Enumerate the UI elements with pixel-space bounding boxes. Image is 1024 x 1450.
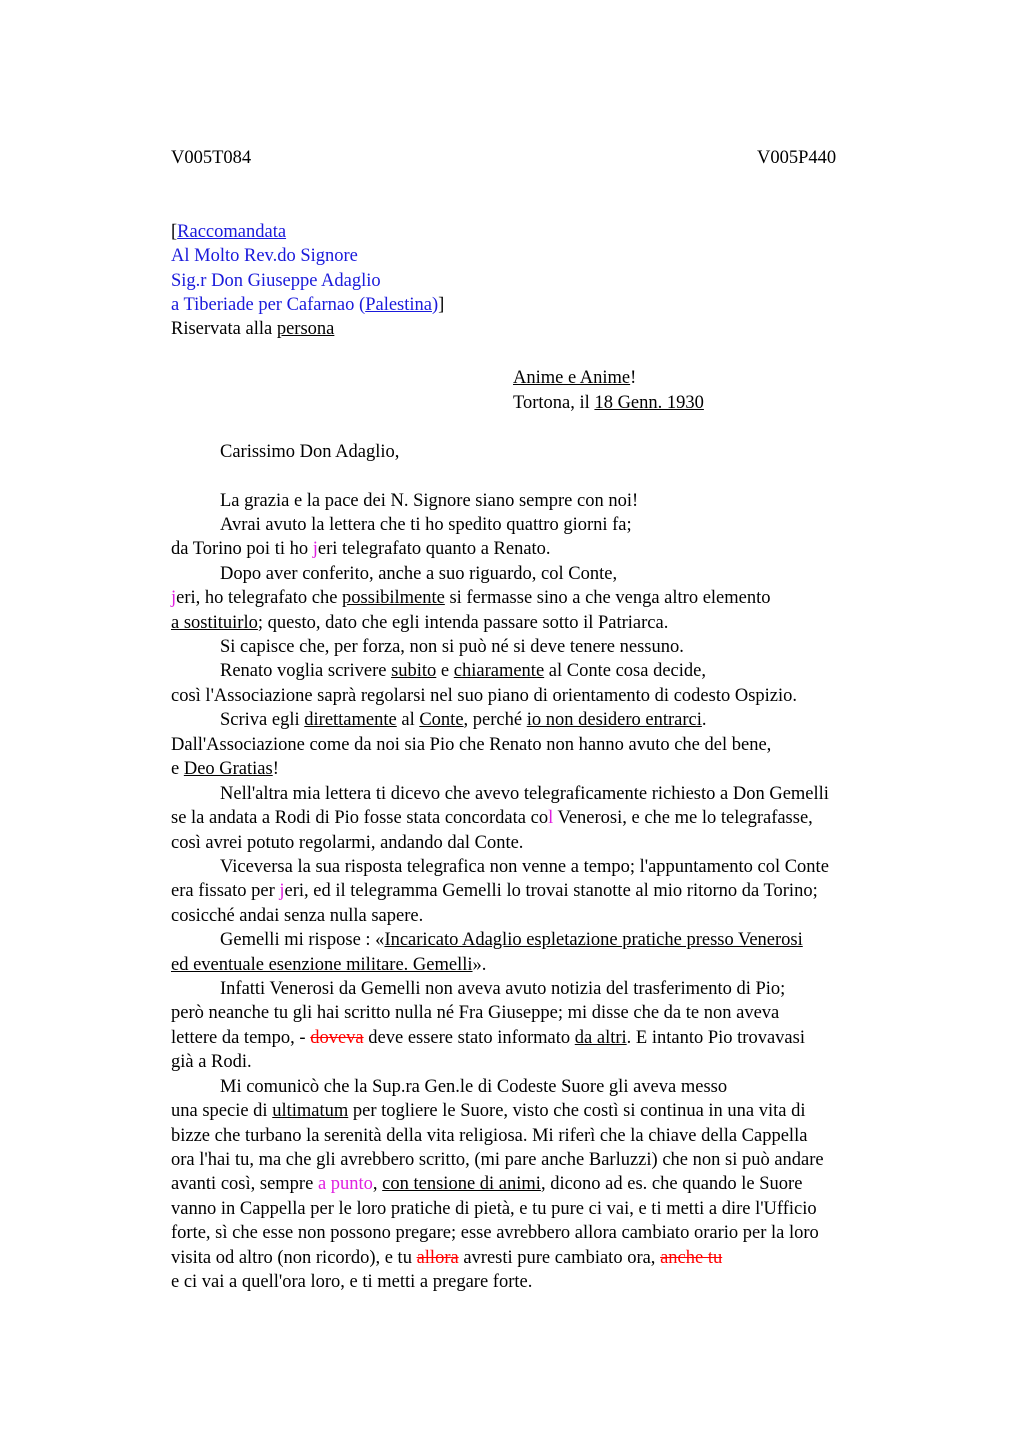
text-segment: Si capisce che, per forza, non si può né si deve tenere nessuno. bbox=[220, 637, 684, 657]
text-line bbox=[171, 245, 358, 267]
text-line bbox=[171, 587, 771, 609]
text-segment: , dicono ad es. che quando le Suore bbox=[540, 1174, 803, 1194]
text-segment: Al Molto Rev.do Signore bbox=[171, 246, 358, 266]
text-segment: Conte bbox=[419, 710, 464, 730]
text-line bbox=[171, 1198, 817, 1220]
text-segment: da altri bbox=[574, 1028, 627, 1048]
text-segment: eri telegrafato quanto a Renato. bbox=[317, 539, 551, 559]
text-line bbox=[171, 1173, 802, 1195]
text-line bbox=[220, 1076, 727, 1098]
text-segment: al Conte cosa decide, bbox=[544, 661, 706, 681]
text-segment: allora bbox=[416, 1248, 459, 1268]
text-segment: Infatti Venerosi da Gemelli non aveva avuto notizia del trasferimento di Pio; bbox=[220, 979, 786, 999]
text-segment: ora l'hai tu, ma che gli avrebbero scritto, (mi pare anche Barluzzi) che non si può andare bbox=[171, 1150, 824, 1170]
text-segment: così avrei potuto regolarmi, andando dal Conte. bbox=[171, 833, 524, 853]
text-segment: ed eventuale esenzione militare. Gemelli bbox=[171, 955, 473, 975]
text-segment: ! bbox=[630, 368, 637, 388]
text-line bbox=[171, 538, 551, 560]
text-segment: Raccomandata bbox=[177, 222, 287, 242]
text-segment: ] bbox=[438, 295, 445, 315]
text-segment: , perché bbox=[463, 710, 527, 730]
text-segment: e ci vai a quell'ora loro, e ti metti a pregare forte. bbox=[171, 1272, 533, 1292]
text-line bbox=[513, 392, 704, 414]
text-segment: direttamente bbox=[304, 710, 397, 730]
text-line bbox=[171, 1125, 807, 1147]
text-line bbox=[171, 880, 818, 902]
text-segment: possibilmente bbox=[342, 588, 445, 608]
text-line bbox=[171, 1027, 805, 1049]
text-segment: si fermasse sino a che venga altro elemento bbox=[444, 588, 771, 608]
text-line bbox=[171, 270, 381, 292]
text-line bbox=[171, 685, 797, 707]
text-segment: deve essere stato informato bbox=[363, 1028, 575, 1048]
text-segment: Sig.r Don Giuseppe Adaglio bbox=[171, 271, 381, 291]
text-line bbox=[220, 563, 617, 585]
text-line bbox=[171, 832, 523, 854]
text-segment: ; questo, dato che egli intenda passare sotto il Patriarca. bbox=[257, 613, 669, 633]
text-segment: vanno in Cappella per le loro pratiche di pietà, e tu pure ci vai, e ti metti a dire l'Ufficio bbox=[171, 1199, 817, 1219]
text-line bbox=[220, 636, 684, 658]
text-line bbox=[171, 1222, 819, 1244]
text-line bbox=[220, 929, 803, 951]
document-code-left: V005T084 bbox=[171, 148, 252, 168]
text-line bbox=[220, 856, 829, 878]
text-segment: . bbox=[701, 710, 707, 730]
text-segment: era fissato per bbox=[171, 881, 280, 901]
text-segment: una specie di bbox=[171, 1101, 273, 1121]
text-line bbox=[220, 441, 399, 463]
text-segment: Viceversa la sua risposta telegrafica non venne a tempo; l'appuntamento col Conte bbox=[220, 857, 829, 877]
text-segment: persona bbox=[276, 319, 335, 339]
text-segment: . E intanto Pio trovavasi bbox=[626, 1028, 805, 1048]
text-segment: j bbox=[171, 588, 177, 608]
text-line bbox=[171, 954, 486, 976]
text-segment: ultimatum bbox=[272, 1101, 349, 1121]
text-segment: così l'Associazione saprà regolarsi nel suo piano di orientamento di codesto Ospizio. bbox=[171, 686, 798, 706]
text-segment: con tensione di animi bbox=[382, 1174, 541, 1194]
text-segment: Dall'Associazione come da noi sia Pio che Renato non hanno avuto che del bene, bbox=[171, 735, 772, 755]
text-line bbox=[171, 1271, 532, 1293]
text-segment: da Torino poi ti ho bbox=[171, 539, 313, 559]
text-line bbox=[171, 734, 771, 756]
text-segment: , bbox=[372, 1174, 383, 1194]
text-line bbox=[513, 367, 636, 389]
text-line bbox=[220, 490, 638, 512]
text-line bbox=[171, 1247, 722, 1269]
text-segment: al bbox=[396, 710, 420, 730]
text-line bbox=[171, 221, 286, 243]
text-segment: l bbox=[548, 808, 554, 828]
text-segment: Avrai avuto la lettera che ti ho spedito quattro giorni fa; bbox=[220, 515, 632, 535]
text-line bbox=[171, 612, 668, 634]
text-line bbox=[171, 807, 813, 829]
text-segment: anche tu bbox=[660, 1248, 723, 1268]
text-line bbox=[171, 1100, 806, 1122]
text-segment: Anime e Anime bbox=[513, 368, 631, 388]
document-code-right: V005P440 bbox=[757, 148, 837, 168]
text-segment: per togliere le Suore, visto che costì si continua in una vita di bbox=[348, 1101, 806, 1121]
text-segment: forte, sì che esse non possono pregare; esse avrebbero allora cambiato orario per la loro bbox=[171, 1223, 819, 1243]
text-segment: Deo Gratias bbox=[183, 759, 273, 779]
text-segment: a sostituirlo bbox=[171, 613, 258, 633]
text-segment: eri, ho telegrafato che bbox=[176, 588, 343, 608]
text-segment: doveva bbox=[310, 1028, 364, 1048]
text-segment: ». bbox=[472, 955, 487, 975]
text-segment: Nell'altra mia lettera ti dicevo che avevo telegraficamente richiesto a Don Gemelli bbox=[220, 784, 829, 804]
text-line bbox=[220, 709, 707, 731]
text-line bbox=[220, 660, 706, 682]
text-segment: Dopo aver conferito, anche a suo riguardo, col Conte, bbox=[220, 564, 618, 584]
text-line bbox=[220, 783, 829, 805]
text-segment: lettere da tempo, - bbox=[171, 1028, 311, 1048]
text-segment: ! bbox=[272, 759, 279, 779]
text-line bbox=[171, 294, 444, 316]
text-segment: cosicché andai senza nulla sapere. bbox=[171, 906, 424, 926]
text-line bbox=[171, 1002, 779, 1024]
text-segment: ) bbox=[431, 295, 439, 315]
text-segment: Tortona, il bbox=[513, 393, 595, 413]
text-segment: Gemelli mi rispose : « bbox=[220, 930, 385, 950]
text-segment: Carissimo Don Adaglio, bbox=[220, 442, 400, 462]
text-segment: j bbox=[279, 881, 285, 901]
text-line bbox=[220, 514, 632, 536]
text-segment: eri, ed il telegramma Gemelli lo trovai stanotte al mio ritorno da Torino; bbox=[284, 881, 818, 901]
text-line bbox=[220, 978, 785, 1000]
text-segment: visita od altro (non ricordo), e tu bbox=[171, 1248, 417, 1268]
text-segment: subito bbox=[391, 661, 437, 681]
text-segment: [ bbox=[171, 222, 178, 242]
text-segment: avanti così, sempre bbox=[171, 1174, 318, 1194]
text-line bbox=[171, 758, 279, 780]
text-segment: Venerosi, e che me lo telegrafasse, bbox=[553, 808, 813, 828]
text-segment: j bbox=[312, 539, 318, 559]
text-segment: e bbox=[436, 661, 454, 681]
text-line bbox=[171, 1149, 824, 1171]
text-line bbox=[171, 905, 423, 927]
text-segment: e bbox=[171, 759, 184, 779]
text-segment: già a Rodi. bbox=[171, 1052, 252, 1072]
text-segment: però neanche tu gli hai scritto nulla né Fra Giuseppe; mi disse che da te non aveva bbox=[171, 1003, 780, 1023]
text-segment: 18 Genn. 1930 bbox=[594, 393, 704, 413]
text-segment: Renato voglia scrivere bbox=[220, 661, 392, 681]
text-segment: a Tiberiade per Cafarnao ( bbox=[171, 295, 366, 315]
text-segment: Riservata alla bbox=[171, 319, 277, 339]
text-line bbox=[171, 318, 334, 340]
text-segment: io non desidero entrarci bbox=[526, 710, 702, 730]
text-segment: La grazia e la pace dei N. Signore siano sempre con noi! bbox=[220, 491, 639, 511]
text-line bbox=[171, 1051, 252, 1073]
text-segment: bizze che turbano la serenità della vita religiosa. Mi riferì che la chiave della Cappella bbox=[171, 1126, 808, 1146]
text-segment: Palestina bbox=[365, 295, 432, 315]
text-segment: a punto bbox=[317, 1174, 373, 1194]
text-segment: Incaricato Adaglio espletazione pratiche presso Venerosi bbox=[384, 930, 803, 950]
text-segment: Scriva egli bbox=[220, 710, 305, 730]
text-segment: Mi comunicò che la Sup.ra Gen.le di Codeste Suore gli aveva messo bbox=[220, 1077, 728, 1097]
text-segment: avresti pure cambiato ora, bbox=[458, 1248, 661, 1268]
text-segment: chiaramente bbox=[453, 661, 545, 681]
text-segment: se la andata a Rodi di Pio fosse stata concordata co bbox=[171, 808, 549, 828]
